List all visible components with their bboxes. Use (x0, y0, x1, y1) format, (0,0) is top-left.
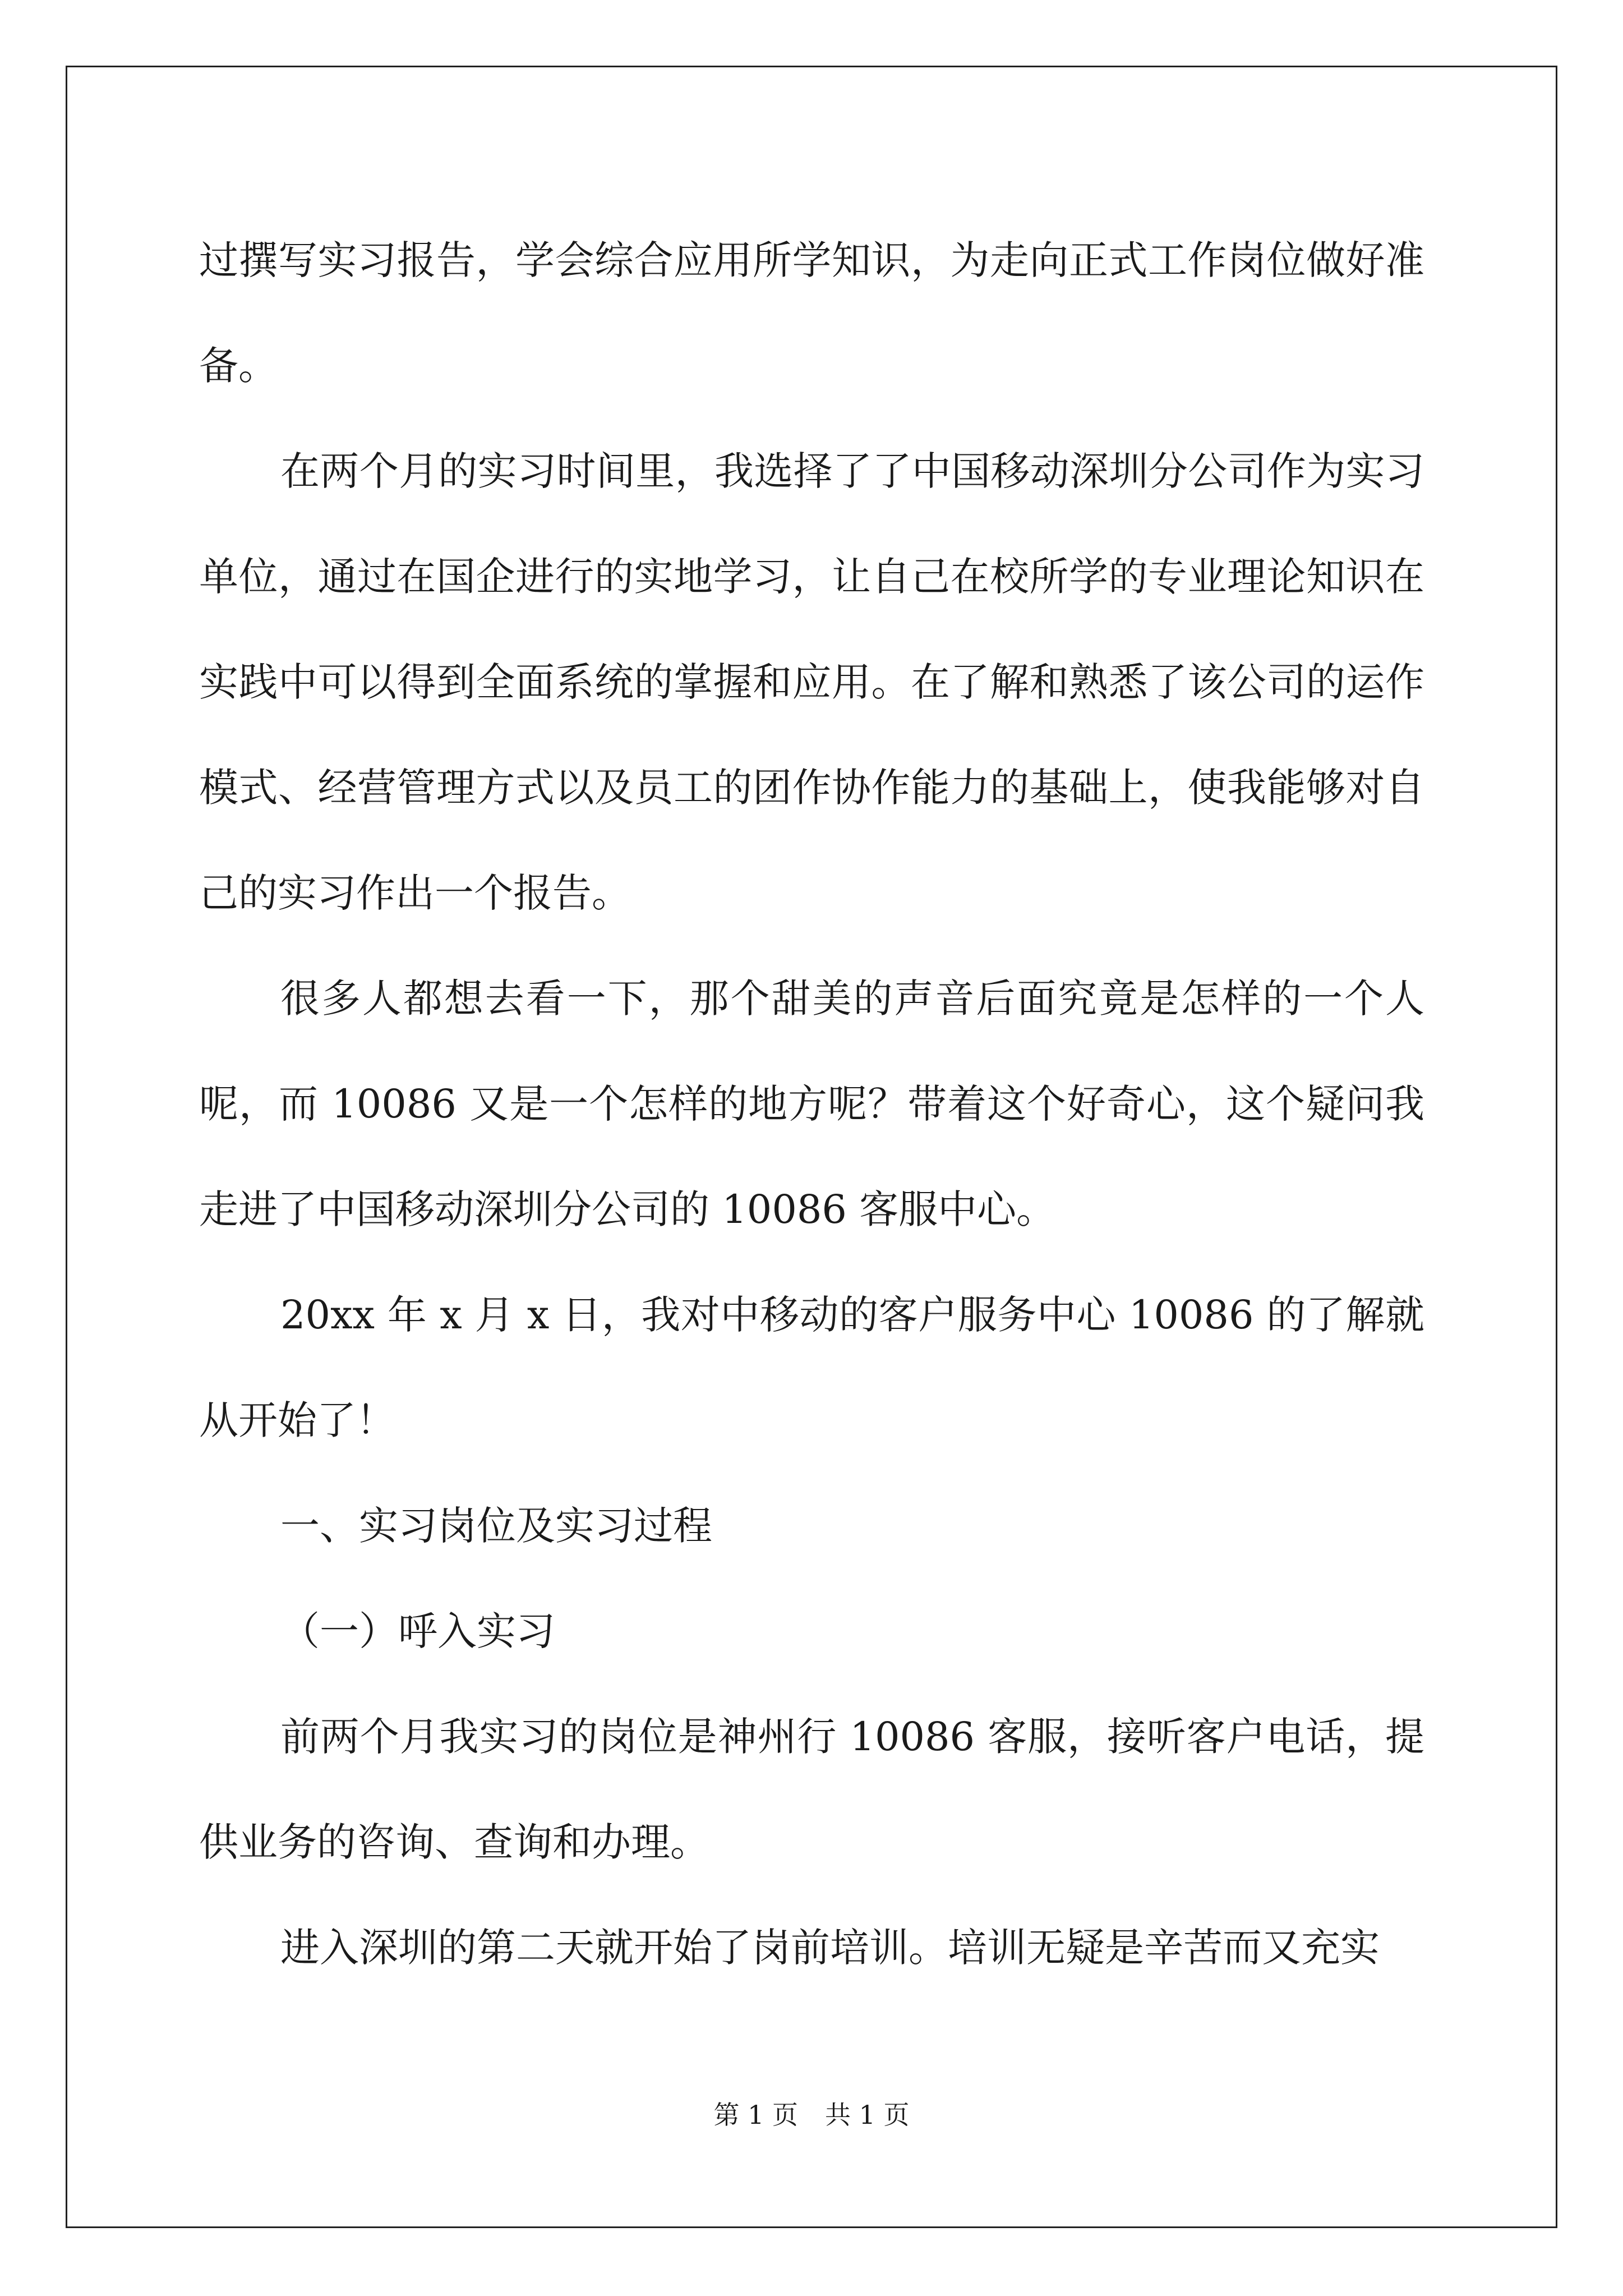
page-number-current: 第 1 页 (713, 2100, 798, 2130)
paragraph: 前两个月我实习的岗位是神州行 10086 客服，接听客户电话，提供业务的咨询、查询和办理。 (199, 1714, 1424, 1865)
paragraph: 过撰写实习报告，学会综合应用所学知识，为走向正式工作岗位做好准备。 (199, 237, 1424, 389)
subsection-heading: （一）呼入实习 (280, 1608, 555, 1654)
section-heading: 一、实习岗位及实习过程 (280, 1503, 712, 1549)
paragraph: 20xx 年 x 月 x 日，我对中移动的客户服务中心 10086 的了解就从开始了！ (199, 1292, 1424, 1443)
paragraph: 在两个月的实习时间里，我选择了了中国移动深圳分公司作为实习单位，通过在国企进行的实地学习，让自己在校所学的专业理论知识在实践中可以得到全面系统的掌握和应用。在了解和熟悉了该公司的运作模式、经营管理方式以及员工的团作协作能力的基础上，使我能够对自己的实习作出一个报告。 (199, 448, 1424, 916)
paragraph: 进入深圳的第二天就开始了岗前培训。培训无疑是辛苦而又充实 (280, 1925, 1380, 1971)
page-number-total: 共 1 页 (825, 2100, 910, 2130)
paragraph: 很多人都想去看一下，那个甜美的声音后面究竟是怎样的一个人呢，而 10086 又是一个怎样的地方呢？带着这个好奇心，这个疑问我走进了中国移动深圳分公司的 10086 客服中心。 (199, 976, 1424, 1232)
document-body (199, 208, 1424, 2000)
page-footer (0, 2098, 1623, 2132)
